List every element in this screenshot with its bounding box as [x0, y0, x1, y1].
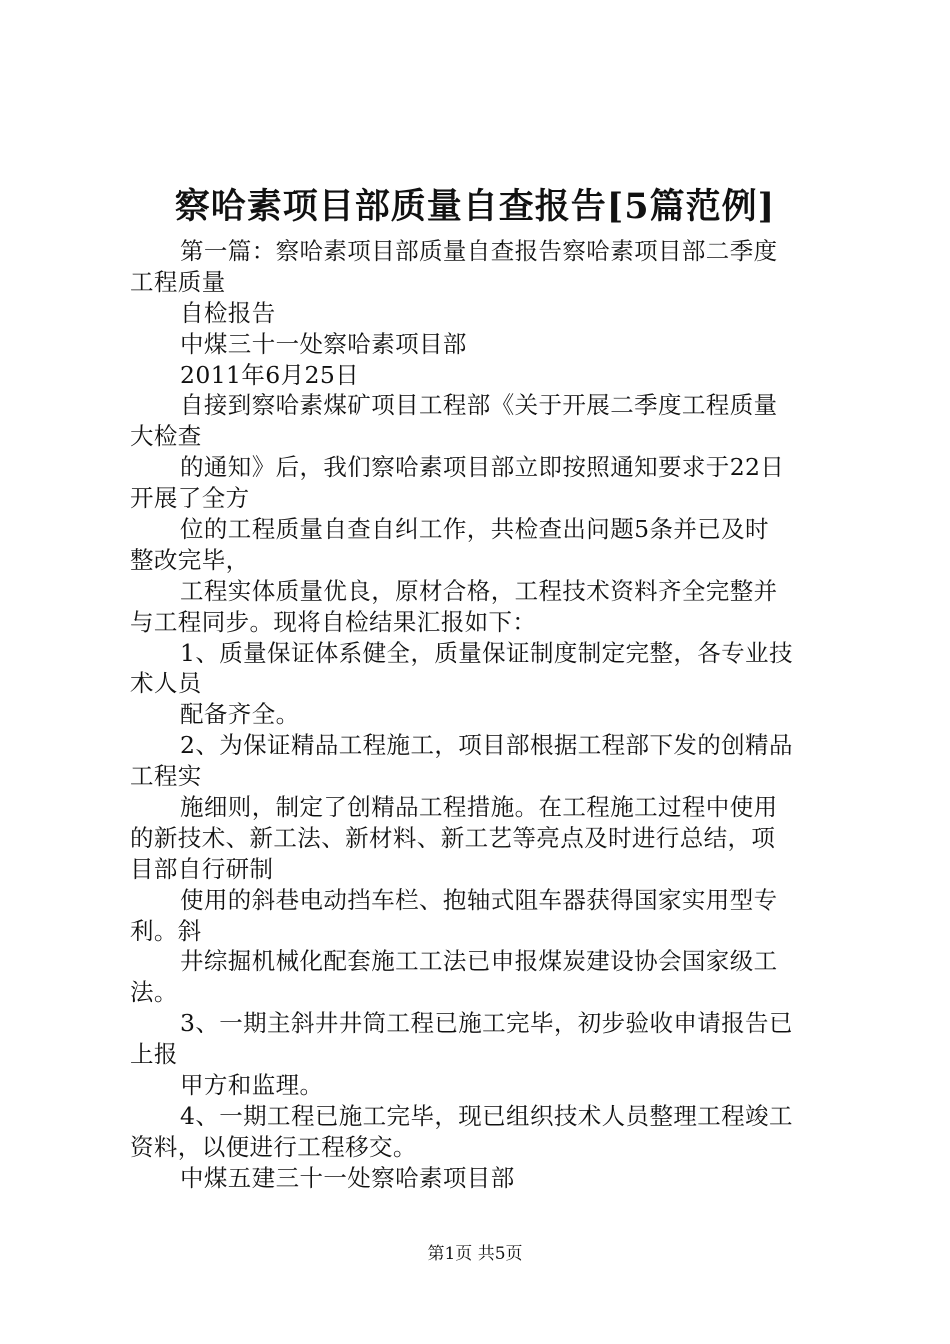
body-line: 施细则，制定了创精品工程措施。在工程施工过程中使用 [180, 793, 778, 822]
body-line: 配备齐全。 [180, 700, 300, 729]
body-line: 目部自行研制 [130, 854, 274, 883]
body-line: 3、一期主斜井井筒工程已施工完毕，初步验收申请报告已 [180, 1009, 793, 1038]
body-line: 中煤五建三十一处察哈素项目部 [180, 1163, 515, 1192]
body-line: 上报 [130, 1040, 178, 1069]
body-line: 第一篇：察哈素项目部质量自查报告察哈素项目部二季度 [180, 237, 778, 265]
body-line: 中煤三十一处察哈素项目部 [180, 329, 467, 358]
body-line: 开展了全方 [130, 484, 250, 513]
body-line: 与工程同步。现将自检结果汇报如下： [130, 607, 537, 636]
body-line: 的通知》后，我们察哈素项目部立即按照通知要求于22日 [180, 453, 785, 482]
body-line: 工程质量 [130, 267, 226, 296]
body-line: 整改完毕， [130, 545, 250, 574]
body-line: 甲方和监理。 [180, 1071, 324, 1100]
body-line: 1、质量保证体系健全，质量保证制度制定完整，各专业技 [180, 638, 793, 667]
body-line: 2、为保证精品工程施工，项目部根据工程部下发的创精品 [180, 731, 793, 760]
body-line: 2011年6月25日 [180, 360, 360, 389]
body-line: 自检报告 [180, 298, 276, 327]
body-line: 4、一期工程已施工完毕，现已组织技术人员整理工程竣工 [180, 1101, 793, 1130]
body-line: 工程实 [130, 762, 202, 791]
body-line: 利。斜 [130, 916, 202, 945]
body-line: 井综掘机械化配套施工工法已申报煤炭建设协会国家级工 [180, 947, 778, 976]
body-line: 术人员 [130, 669, 202, 698]
document-body [130, 236, 830, 1194]
body-line: 法。 [130, 978, 178, 1007]
page-footer [0, 1242, 950, 1266]
body-line: 工程实体质量优良，原材合格，工程技术资料齐全完整并 [180, 576, 778, 605]
body-line: 大检查 [130, 422, 202, 451]
page-number-label: 第1页 共5页 [427, 1244, 523, 1264]
body-line: 资料，以便进行工程移交。 [130, 1132, 417, 1161]
body-line: 使用的斜巷电动挡车栏、抱轴式阻车器获得国家实用型专 [180, 885, 778, 914]
body-line: 的新技术、新工法、新材料、新工艺等亮点及时进行总结，项 [130, 823, 776, 852]
body-line: 自接到察哈素煤矿项目工程部《关于开展二季度工程质量 [180, 391, 778, 420]
body-line: 位的工程质量自查自纠工作，共检查出问题5条并已及时 [180, 515, 769, 544]
document-title: 察哈素项目部质量自查报告[5篇范例] [174, 186, 776, 227]
